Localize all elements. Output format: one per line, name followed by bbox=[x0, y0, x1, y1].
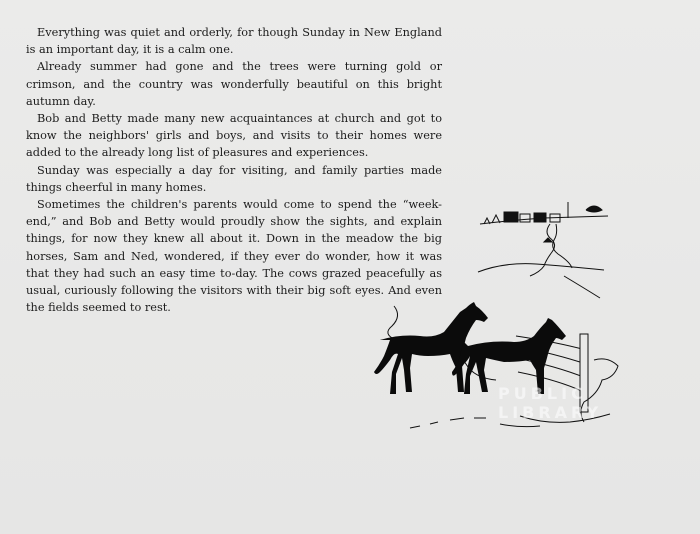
paragraph-3: Bob and Betty made many new acquaintances at church and got to know the neighbors' girls and boys, and visits to their homes were added to the already long list of pleasures and experiences. bbox=[26, 112, 442, 160]
paragraph-2: Already summer had gone and the trees were turning gold or crimson, and the country was wonderfully beautiful on this bright autumn day. bbox=[26, 60, 442, 108]
paragraph-5: Sometimes the children's parents would come to spend the “week-end,” and Bob and Betty would proudly show the sights, and explain things, for now they knew all about it. Down in the meadow the big horses, Sam and Ned, wondered, if they ever do wonder, how it was that they had such an easy time to-day. The cows grazed peacefully as usual, curiously following the visitors with their big soft eyes. And even the fields seemed to rest. bbox=[26, 198, 442, 315]
library-watermark: PUBLIC LIBRARY bbox=[498, 384, 603, 422]
body-text bbox=[26, 24, 442, 316]
horses-by-fence-icon bbox=[350, 296, 650, 466]
paragraph-1: Everything was quiet and orderly, for though Sunday in New England is an important day, it is a calm one. bbox=[26, 26, 442, 57]
village-road-icon bbox=[474, 198, 614, 304]
paragraph-4: Sunday was especially a day for visiting, and family parties made things cheerful in many homes. bbox=[26, 163, 442, 194]
